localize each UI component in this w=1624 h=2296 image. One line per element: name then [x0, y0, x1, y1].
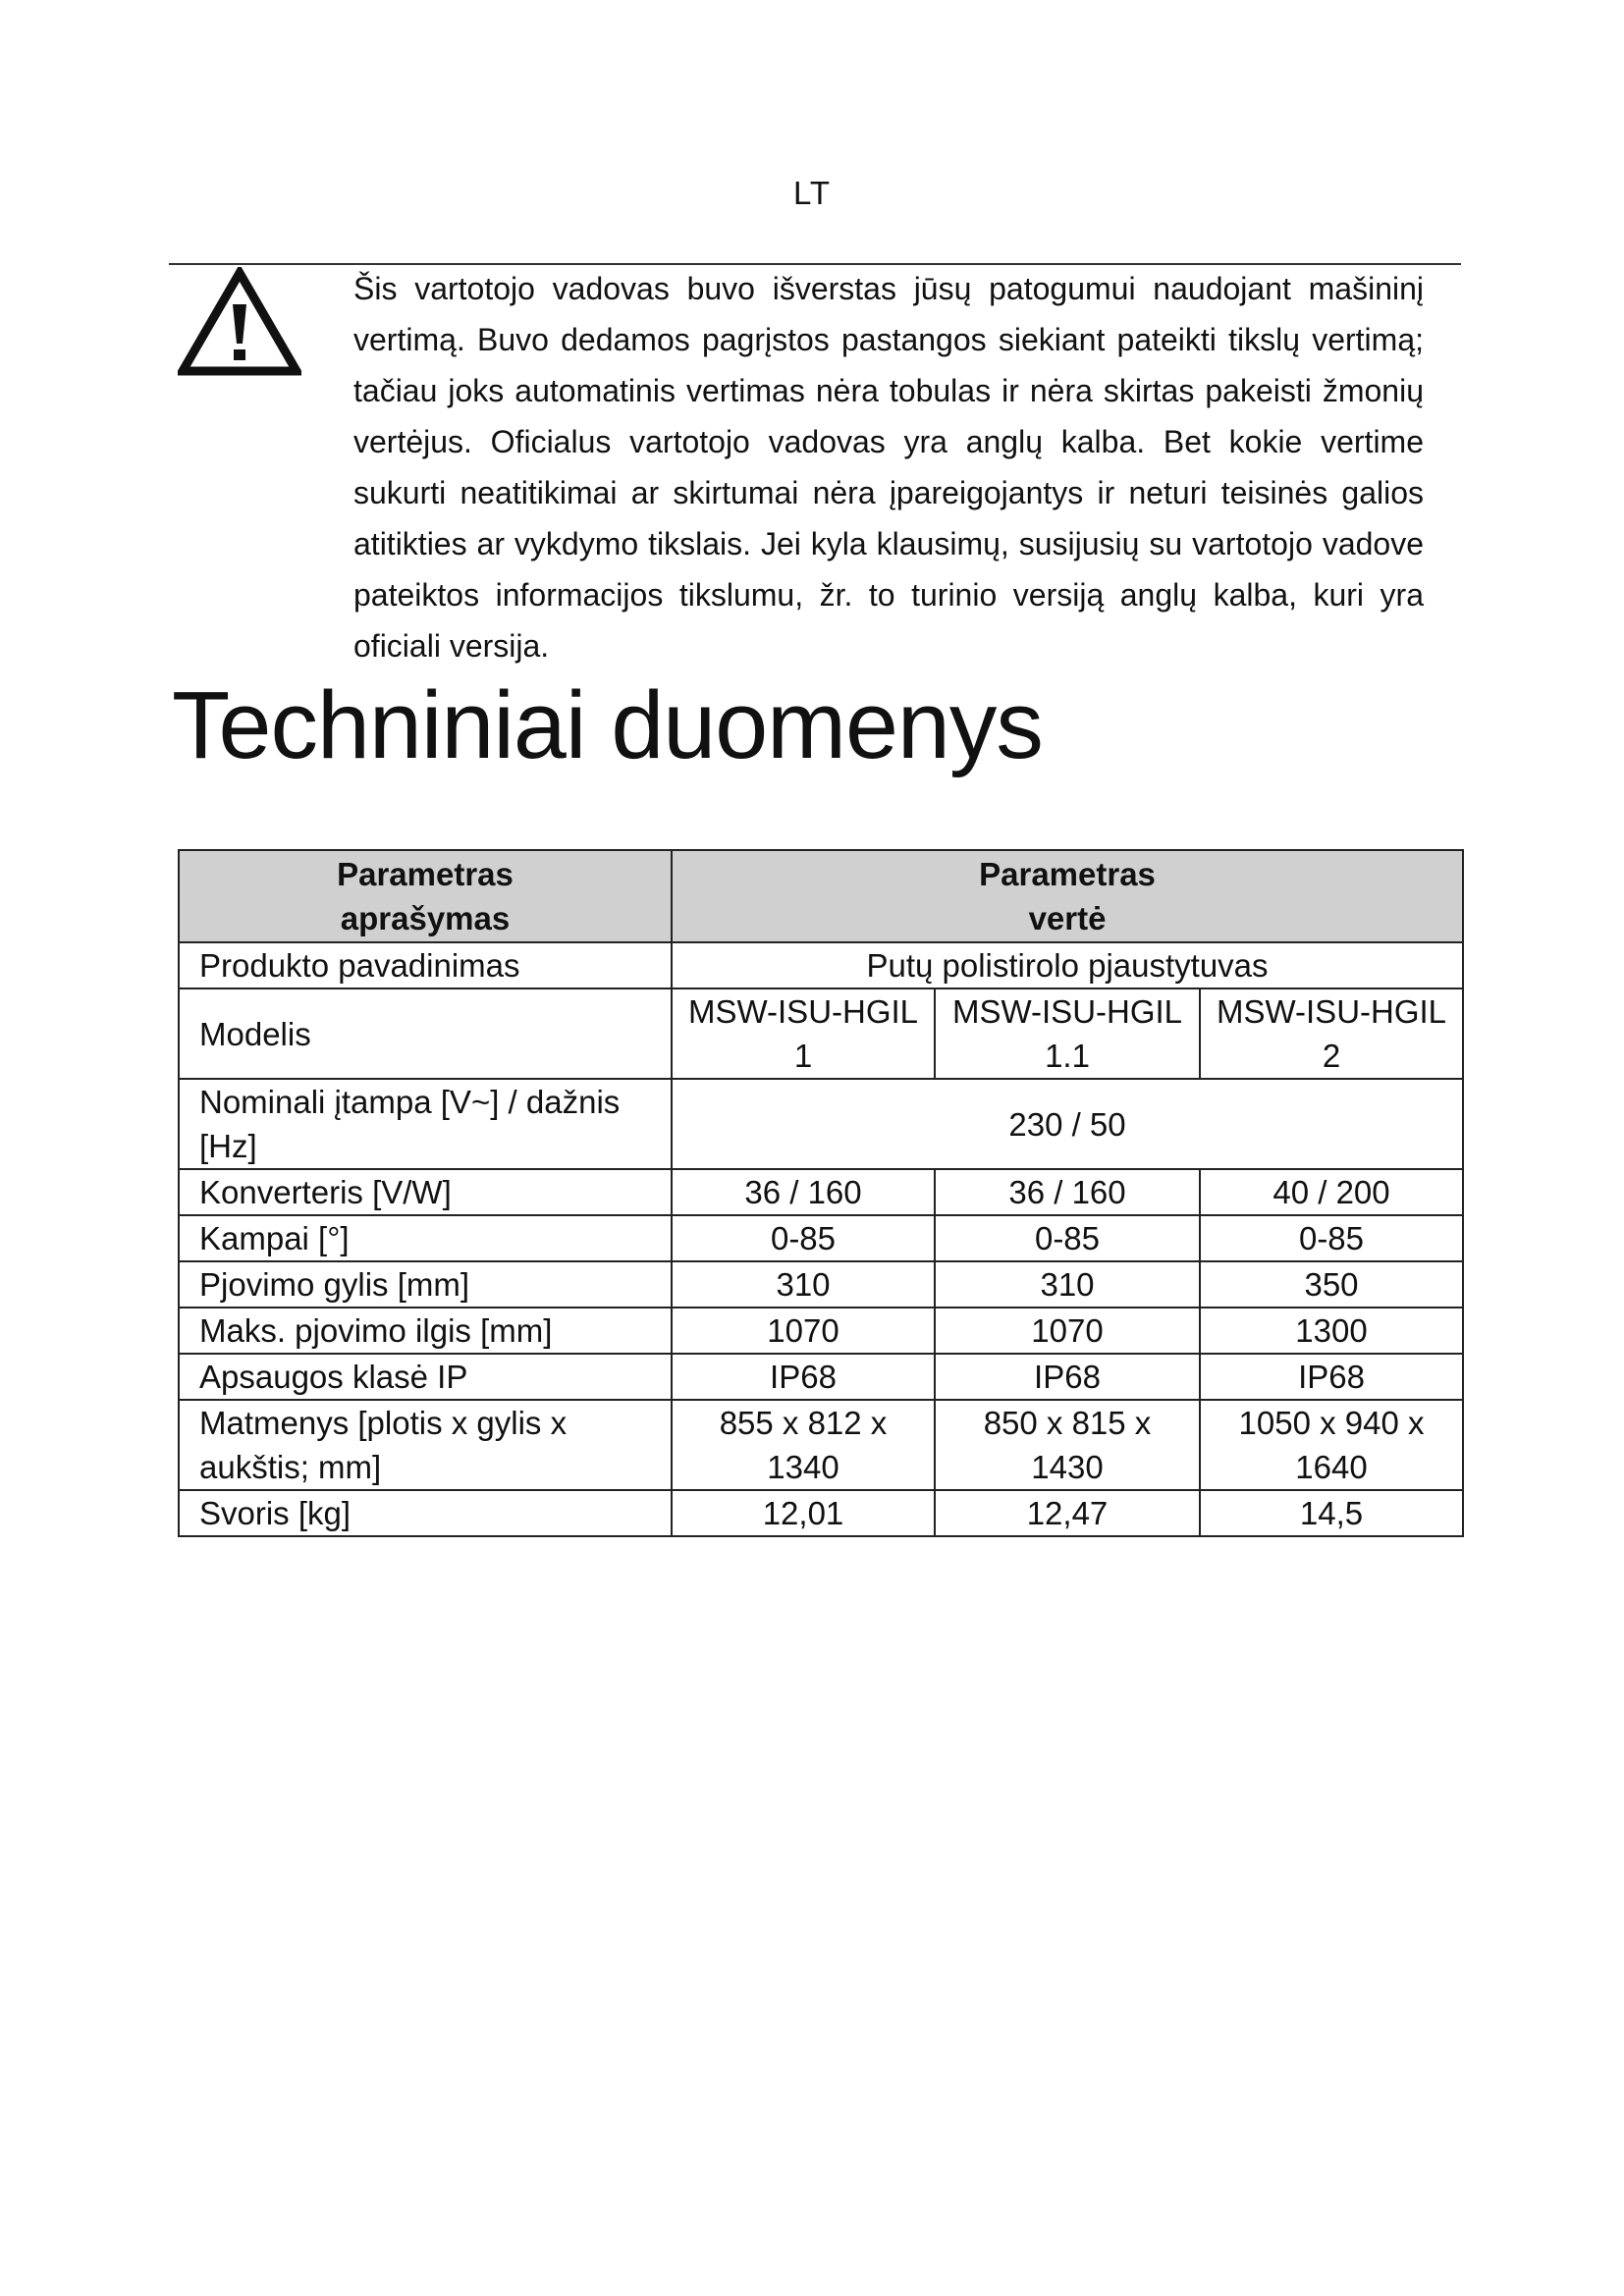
table-row: [179, 1400, 1463, 1490]
row-label: Maks. pjovimo ilgis [mm]: [179, 1308, 672, 1354]
row-label: Svoris [kg]: [179, 1490, 672, 1536]
cell-text: 850 x 815 x: [983, 1405, 1152, 1441]
cell-value: 350: [1200, 1261, 1463, 1308]
cell-text: MSW-ISU-HGIL: [1216, 993, 1447, 1030]
header-parameter-description: [179, 850, 672, 942]
cell-value: [935, 988, 1200, 1079]
row-label: Kampai [°]: [179, 1215, 672, 1261]
cell-value: 1070: [672, 1308, 935, 1354]
row-label: Apsaugos klasė IP: [179, 1354, 672, 1400]
cell-value: 1300: [1200, 1308, 1463, 1354]
page-title: Techniniai duomenys: [172, 671, 1043, 778]
cell-value: IP68: [1200, 1354, 1463, 1400]
header-text: Parametras: [337, 856, 514, 892]
cell-value: [1200, 1400, 1463, 1490]
cell-text: Matmenys [plotis x gylis x: [199, 1405, 568, 1441]
header-parameter-value: [672, 850, 1463, 942]
cell-text: [Hz]: [199, 1128, 257, 1164]
table-row: [179, 988, 1463, 1079]
cell-value: 14,5: [1200, 1490, 1463, 1536]
cell-text: Nominali įtampa [V~] / dažnis: [199, 1084, 621, 1120]
cell-text: MSW-ISU-HGIL: [687, 993, 919, 1030]
translation-notice: Šis vartotojo vadovas buvo išverstas jūsų patogumui naudojant mašininį vertimą. Buvo dedamos pagrįstos pastangos siekiant pateikti tikslų vertimą; tačiau joks automatinis vertimas nėra tobulas ir nėra skirtas pakeisti žmonių vertėjus. Oficialus vartotojo vadovas yra anglų kalba. Bet kokie vertime sukurti neatitikimai ar skirtumai nėra įpareigojantys ir neturi teisinės galios atitikties ar vykdymo tikslais. Jei kyla klausimų, susijusių su vartotojo vadove pateiktos informacijos tikslumu, žr. to turinio versiją anglų kalba, kuri yra oficiali versija.: [353, 271, 1424, 664]
table-row: [179, 1079, 1463, 1169]
cell-value: IP68: [935, 1354, 1200, 1400]
header-text: vertė: [1028, 900, 1107, 936]
cell-text: 2: [1322, 1038, 1341, 1074]
table-row: [179, 1215, 1463, 1261]
row-label: Konverteris [V/W]: [179, 1169, 672, 1215]
warning-icon: [178, 267, 301, 377]
cell-value: 310: [672, 1261, 935, 1308]
cell-value: Putų polistirolo pjaustytuvas: [672, 942, 1463, 988]
cell-value: [935, 1400, 1200, 1490]
cell-text: 1.1: [1045, 1038, 1090, 1074]
cell-value: 40 / 200: [1200, 1169, 1463, 1215]
row-label: Pjovimo gylis [mm]: [179, 1261, 672, 1308]
table-row: [179, 942, 1463, 988]
cell-text: 1340: [767, 1449, 839, 1485]
cell-value: 36 / 160: [672, 1169, 935, 1215]
page-language-label: LT: [792, 175, 832, 211]
cell-value: [1200, 988, 1463, 1079]
cell-value: 0-85: [672, 1215, 935, 1261]
cell-value: 12,47: [935, 1490, 1200, 1536]
row-label: Modelis: [179, 988, 672, 1079]
cell-value: IP68: [672, 1354, 935, 1400]
cell-value: 230 / 50: [672, 1079, 1463, 1169]
cell-value: 0-85: [935, 1215, 1200, 1261]
cell-value: 1070: [935, 1308, 1200, 1354]
cell-text: 1430: [1031, 1449, 1104, 1485]
row-label: [179, 1079, 672, 1169]
cell-text: 1640: [1295, 1449, 1368, 1485]
table-row: [179, 1261, 1463, 1308]
cell-value: 12,01: [672, 1490, 935, 1536]
table-row: [179, 1308, 1463, 1354]
header-text: Parametras: [979, 856, 1156, 892]
header-text: aprašymas: [340, 900, 511, 936]
table-row: [179, 1490, 1463, 1536]
cell-text: aukštis; mm]: [199, 1449, 382, 1485]
cell-text: 1: [793, 1038, 813, 1074]
cell-value: [672, 1400, 935, 1490]
cell-text: 855 x 812 x: [719, 1405, 888, 1441]
row-label: [179, 1400, 672, 1490]
cell-text: MSW-ISU-HGIL: [951, 993, 1183, 1030]
cell-text: 1050 x 940 x: [1238, 1405, 1425, 1441]
cell-value: 310: [935, 1261, 1200, 1308]
table-row: [179, 1354, 1463, 1400]
technical-data-table: [178, 849, 1464, 1537]
table-row: [179, 1169, 1463, 1215]
row-label: Produkto pavadinimas: [179, 942, 672, 988]
cell-value: [672, 988, 935, 1079]
cell-value: 0-85: [1200, 1215, 1463, 1261]
table-header-row: [179, 850, 1463, 942]
cell-value: 36 / 160: [935, 1169, 1200, 1215]
